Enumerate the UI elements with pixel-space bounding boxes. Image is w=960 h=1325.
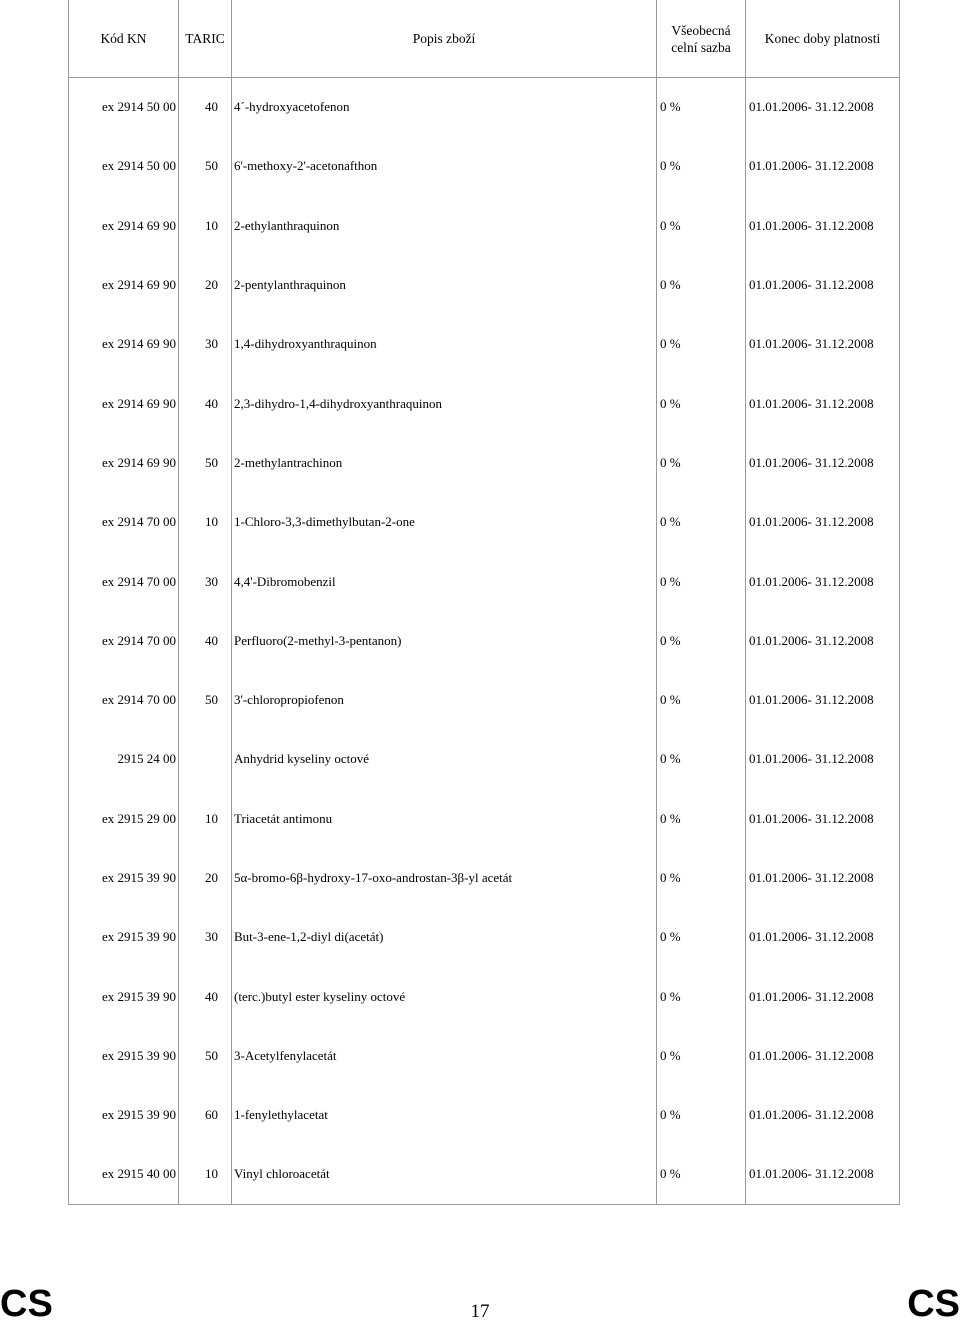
cell-kn-code: ex 2914 69 90	[69, 196, 179, 255]
cell-duty-rate: 0 %	[657, 552, 746, 611]
cell-validity-period: 01.01.2006- 31.12.2008	[746, 552, 900, 611]
cell-description: 6'-methoxy-2'-acetonafthon	[232, 137, 657, 196]
cell-description: 5α-bromo-6β-hydroxy-17-oxo-androstan-3β-yl acetát	[232, 848, 657, 907]
table-row	[69, 374, 900, 433]
cell-taric-code: 40	[179, 78, 232, 137]
cell-taric-code: 40	[179, 374, 232, 433]
tariff-table	[68, 0, 900, 1205]
table-body	[69, 78, 900, 1205]
cell-validity-period: 01.01.2006- 31.12.2008	[746, 137, 900, 196]
cell-taric-code: 30	[179, 315, 232, 374]
cell-taric-code: 50	[179, 433, 232, 492]
cell-validity-period: 01.01.2006- 31.12.2008	[746, 967, 900, 1026]
cell-kn-code: ex 2915 40 00	[69, 1145, 179, 1204]
cell-kn-code: ex 2914 69 90	[69, 255, 179, 314]
cell-duty-rate: 0 %	[657, 433, 746, 492]
table-row	[69, 433, 900, 492]
cell-validity-period: 01.01.2006- 31.12.2008	[746, 1145, 900, 1204]
cell-validity-period: 01.01.2006- 31.12.2008	[746, 493, 900, 552]
cell-description: 1,4-dihydroxyanthraquinon	[232, 315, 657, 374]
cell-description: (terc.)butyl ester kyseliny octové	[232, 967, 657, 1026]
header-row	[69, 0, 900, 78]
cell-kn-code: ex 2914 50 00	[69, 78, 179, 137]
cell-kn-code: ex 2915 39 90	[69, 967, 179, 1026]
cell-kn-code: ex 2914 69 90	[69, 315, 179, 374]
cell-validity-period: 01.01.2006- 31.12.2008	[746, 848, 900, 907]
cell-validity-period: 01.01.2006- 31.12.2008	[746, 255, 900, 314]
cell-description: 2,3-dihydro-1,4-dihydroxyanthraquinon	[232, 374, 657, 433]
cell-duty-rate: 0 %	[657, 730, 746, 789]
cell-description: 1-fenylethylacetat	[232, 1086, 657, 1145]
cell-validity-period: 01.01.2006- 31.12.2008	[746, 789, 900, 848]
table-row	[69, 1026, 900, 1085]
table-row	[69, 848, 900, 907]
header-description: Popis zboží	[232, 0, 657, 78]
cell-kn-code: ex 2914 69 90	[69, 374, 179, 433]
header-taric: TARIC	[179, 0, 232, 78]
cell-duty-rate: 0 %	[657, 78, 746, 137]
cell-taric-code: 60	[179, 1086, 232, 1145]
table-row	[69, 967, 900, 1026]
cell-description: 1-Chloro-3,3-dimethylbutan-2-one	[232, 493, 657, 552]
cell-description: Anhydrid kyseliny octové	[232, 730, 657, 789]
cell-description: 2-ethylanthraquinon	[232, 196, 657, 255]
footer-language-left: CS	[0, 1283, 53, 1325]
cell-taric-code: 30	[179, 552, 232, 611]
cell-description: 2-pentylanthraquinon	[232, 255, 657, 314]
page-number: 17	[470, 1301, 490, 1322]
cell-duty-rate: 0 %	[657, 196, 746, 255]
table-row	[69, 730, 900, 789]
cell-taric-code: 30	[179, 908, 232, 967]
table-row	[69, 315, 900, 374]
cell-validity-period: 01.01.2006- 31.12.2008	[746, 78, 900, 137]
cell-duty-rate: 0 %	[657, 137, 746, 196]
table-row	[69, 493, 900, 552]
cell-duty-rate: 0 %	[657, 967, 746, 1026]
cell-validity-period: 01.01.2006- 31.12.2008	[746, 196, 900, 255]
cell-duty-rate: 0 %	[657, 1026, 746, 1085]
cell-taric-code: 20	[179, 255, 232, 314]
header-duty-line2: celní sazba	[671, 39, 731, 55]
table-row	[69, 78, 900, 137]
cell-kn-code: ex 2914 70 00	[69, 670, 179, 729]
cell-description: 2-methylantrachinon	[232, 433, 657, 492]
cell-kn-code: 2915 24 00	[69, 730, 179, 789]
table-row	[69, 908, 900, 967]
cell-taric-code	[179, 730, 232, 789]
cell-taric-code: 10	[179, 1145, 232, 1204]
cell-duty-rate: 0 %	[657, 1145, 746, 1204]
cell-kn-code: ex 2915 39 90	[69, 1086, 179, 1145]
cell-kn-code: ex 2915 39 90	[69, 908, 179, 967]
table-row	[69, 611, 900, 670]
header-kn: Kód KN	[69, 0, 179, 78]
table-row	[69, 137, 900, 196]
cell-duty-rate: 0 %	[657, 848, 746, 907]
cell-validity-period: 01.01.2006- 31.12.2008	[746, 611, 900, 670]
cell-kn-code: ex 2915 39 90	[69, 848, 179, 907]
cell-duty-rate: 0 %	[657, 789, 746, 848]
cell-validity-period: 01.01.2006- 31.12.2008	[746, 730, 900, 789]
cell-duty-rate: 0 %	[657, 315, 746, 374]
table-row	[69, 789, 900, 848]
cell-description: Triacetát antimonu	[232, 789, 657, 848]
cell-description: 3-Acetylfenylacetát	[232, 1026, 657, 1085]
cell-duty-rate: 0 %	[657, 255, 746, 314]
cell-duty-rate: 0 %	[657, 908, 746, 967]
cell-taric-code: 50	[179, 137, 232, 196]
header-validity: Konec doby platnosti	[746, 0, 900, 78]
cell-description: Vinyl chloroacetát	[232, 1145, 657, 1204]
table-row	[69, 670, 900, 729]
cell-validity-period: 01.01.2006- 31.12.2008	[746, 670, 900, 729]
table-row	[69, 255, 900, 314]
cell-kn-code: ex 2915 39 90	[69, 1026, 179, 1085]
cell-validity-period: 01.01.2006- 31.12.2008	[746, 433, 900, 492]
footer-language-right: CS	[907, 1283, 960, 1325]
cell-kn-code: ex 2914 70 00	[69, 493, 179, 552]
cell-description: 4´-hydroxyacetofenon	[232, 78, 657, 137]
table-row	[69, 196, 900, 255]
cell-duty-rate: 0 %	[657, 493, 746, 552]
cell-kn-code: ex 2914 69 90	[69, 433, 179, 492]
header-duty	[657, 0, 746, 78]
cell-taric-code: 40	[179, 611, 232, 670]
cell-duty-rate: 0 %	[657, 1086, 746, 1145]
cell-validity-period: 01.01.2006- 31.12.2008	[746, 908, 900, 967]
cell-description: But-3-ene-1,2-diyl di(acetát)	[232, 908, 657, 967]
cell-taric-code: 10	[179, 493, 232, 552]
cell-taric-code: 50	[179, 1026, 232, 1085]
cell-taric-code: 40	[179, 967, 232, 1026]
cell-duty-rate: 0 %	[657, 611, 746, 670]
cell-kn-code: ex 2914 50 00	[69, 137, 179, 196]
cell-kn-code: ex 2915 29 00	[69, 789, 179, 848]
cell-taric-code: 10	[179, 789, 232, 848]
table-row	[69, 1086, 900, 1145]
table-row	[69, 552, 900, 611]
header-duty-line1: Všeobecná	[671, 22, 731, 38]
cell-taric-code: 20	[179, 848, 232, 907]
cell-duty-rate: 0 %	[657, 670, 746, 729]
cell-kn-code: ex 2914 70 00	[69, 552, 179, 611]
cell-validity-period: 01.01.2006- 31.12.2008	[746, 315, 900, 374]
cell-description: 3'-chloropropiofenon	[232, 670, 657, 729]
cell-duty-rate: 0 %	[657, 374, 746, 433]
cell-validity-period: 01.01.2006- 31.12.2008	[746, 1026, 900, 1085]
cell-taric-code: 50	[179, 670, 232, 729]
cell-taric-code: 10	[179, 196, 232, 255]
cell-kn-code: ex 2914 70 00	[69, 611, 179, 670]
cell-validity-period: 01.01.2006- 31.12.2008	[746, 1086, 900, 1145]
cell-description: Perfluoro(2-methyl-3-pentanon)	[232, 611, 657, 670]
cell-validity-period: 01.01.2006- 31.12.2008	[746, 374, 900, 433]
table-row	[69, 1145, 900, 1204]
cell-description: 4,4'-Dibromobenzil	[232, 552, 657, 611]
